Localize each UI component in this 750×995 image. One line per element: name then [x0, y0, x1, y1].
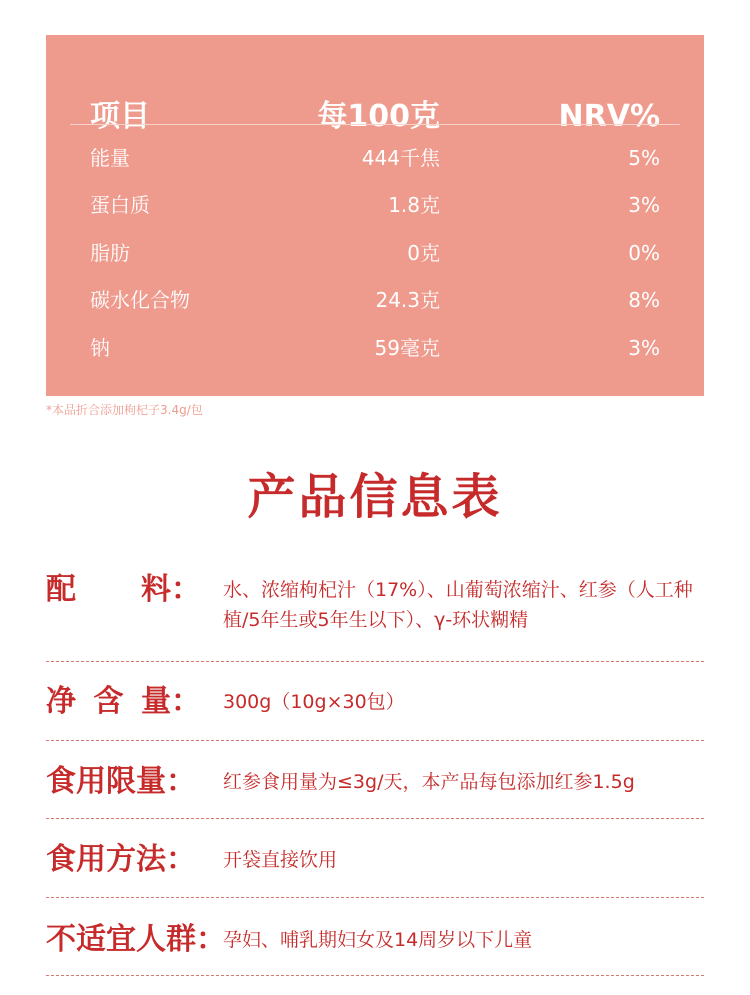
nutrient-amount: 1.8克 — [388, 193, 440, 217]
dashed-divider — [46, 661, 704, 662]
dashed-divider — [46, 818, 704, 819]
dashed-divider — [46, 975, 704, 976]
unsuitable-groups-value: 孕妇、哺乳期妇女及14周岁以下儿童 — [223, 929, 533, 951]
net-content-label-char: 净 — [46, 684, 76, 719]
header-per-100g: 每100克 — [317, 99, 440, 134]
nutrition-row — [46, 333, 704, 363]
nutrient-name: 蛋白质 — [90, 193, 150, 217]
unsuitable-groups-label: 不适宜人群： — [46, 922, 226, 957]
nutrition-row — [46, 238, 704, 268]
consumption-limit-value: 红参食用量为≤3g/天，本产品每包添加红参1.5g — [223, 771, 635, 793]
nutrient-amount: 59毫克 — [374, 336, 440, 360]
consumption-limit-label: 食用限量： — [46, 764, 196, 799]
nutrient-name: 能量 — [90, 146, 130, 170]
header-item: 项目 — [90, 99, 150, 134]
nutrient-nrv: 0% — [628, 241, 660, 265]
nutrient-amount: 0克 — [407, 241, 440, 265]
nutrient-nrv: 3% — [628, 336, 660, 360]
nutrient-nrv: 3% — [628, 193, 660, 217]
page-title: 产品信息表 — [247, 469, 503, 525]
nutrient-nrv: 8% — [628, 288, 660, 312]
net-content-label — [46, 682, 201, 722]
header-divider — [70, 124, 680, 125]
net-content-label-char: 量： — [141, 684, 201, 719]
nutrition-facts-panel — [46, 35, 704, 396]
nutrition-row — [46, 143, 704, 173]
nutrient-name: 碳水化合物 — [90, 288, 190, 312]
nutrient-name: 脂肪 — [90, 241, 130, 265]
usage-value: 开袋直接饮用 — [223, 849, 338, 871]
nutrition-footnote: *本品折合添加枸杞子3.4g/包 — [46, 403, 203, 417]
nutrient-amount: 24.3克 — [375, 288, 440, 312]
nutrient-nrv: 5% — [628, 146, 660, 170]
nutrient-amount: 444千焦 — [361, 146, 440, 170]
ingredients-label-char: 配 — [46, 572, 76, 607]
dashed-divider — [46, 740, 704, 741]
dashed-divider — [46, 897, 704, 898]
header-nrv: NRV% — [558, 99, 660, 134]
nutrition-header-row — [46, 97, 704, 137]
ingredients-value: 水、浓缩枸杞汁（17%）、山葡萄浓缩汁、红参（人工种植/5年生或5年生以下）、γ-环状糊精 — [223, 579, 693, 631]
nutrient-name: 钠 — [90, 336, 110, 360]
ingredients-label — [46, 570, 201, 610]
nutrition-row — [46, 285, 704, 315]
net-content-value: 300g（10g×30包） — [223, 691, 405, 713]
usage-label: 食用方法： — [46, 842, 196, 877]
ingredients-label-char: 料： — [141, 572, 201, 607]
net-content-label-char: 含 — [93, 684, 124, 719]
nutrition-row — [46, 190, 704, 220]
